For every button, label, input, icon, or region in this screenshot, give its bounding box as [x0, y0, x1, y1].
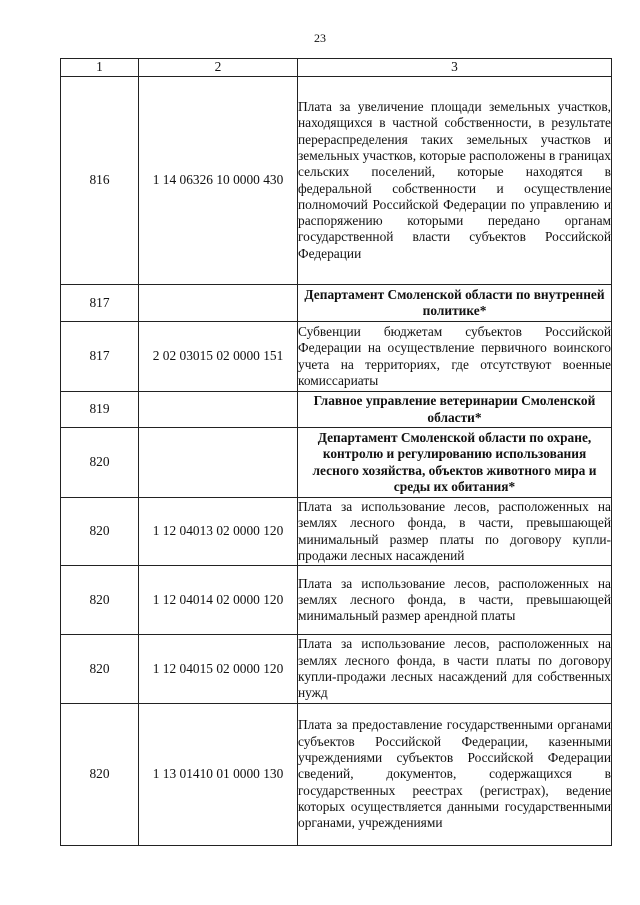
column-header-3: 3 [298, 59, 612, 77]
department-row [61, 428, 612, 498]
description-cell: Плата за использование лесов, расположенных на землях лесного фонда, в части, превышающей минимальный размер арендной платы [298, 566, 612, 635]
department-name-cell: Департамент Смоленской области по охране, контролю и регулированию использования лесного хозяйства, объектов животного мира и среды их обитания* [298, 428, 612, 498]
budget-code-cell [139, 285, 298, 322]
budget-codes-table [60, 58, 612, 846]
table-row [61, 635, 612, 704]
budget-code-cell [139, 428, 298, 498]
department-name-cell: Главное управление ветеринарии Смоленской области* [298, 392, 612, 428]
department-name-cell: Департамент Смоленской области по внутренней политике* [298, 285, 612, 322]
admin-code-cell: 820 [61, 635, 139, 704]
admin-code-cell: 817 [61, 322, 139, 392]
table-row [61, 566, 612, 635]
budget-code-cell: 1 12 04013 02 0000 120 [139, 498, 298, 566]
budget-code-cell: 2 02 03015 02 0000 151 [139, 322, 298, 392]
column-header-2: 2 [139, 59, 298, 77]
admin-code-cell: 819 [61, 392, 139, 428]
table-row [61, 77, 612, 285]
admin-code-cell: 820 [61, 498, 139, 566]
department-row [61, 285, 612, 322]
department-row [61, 392, 612, 428]
admin-code-cell: 816 [61, 77, 139, 285]
admin-code-cell: 820 [61, 428, 139, 498]
table-row [61, 498, 612, 566]
table-header-row [61, 59, 612, 77]
admin-code-cell: 820 [61, 566, 139, 635]
description-cell: Плата за использование лесов, расположенных на землях лесного фонда, в части платы по договору купли-продажи лесных насаждений для собственных нужд [298, 635, 612, 704]
column-header-1: 1 [61, 59, 139, 77]
budget-code-cell: 1 12 04014 02 0000 120 [139, 566, 298, 635]
description-cell: Плата за увеличение площади земельных участков, находящихся в частной собственности, в результате перераспределения таких земельных участков и земельных участков, которые расположены в границах сельских поселений, которые находятся в федеральной собственности и осуществление полномочий Российской Федерации по управлению и распоряжению которыми передано органам государственной власти субъектов Российской Федерации [298, 77, 612, 285]
budget-code-cell: 1 13 01410 01 0000 130 [139, 704, 298, 846]
table-row [61, 322, 612, 392]
page-number: 23 [314, 31, 326, 45]
description-cell: Субвенции бюджетам субъектов Российской Федерации на осуществление первичного воинского учета на территориях, где отсутствуют военные комиссариаты [298, 322, 612, 392]
budget-code-cell [139, 392, 298, 428]
admin-code-cell: 820 [61, 704, 139, 846]
budget-code-cell: 1 12 04015 02 0000 120 [139, 635, 298, 704]
admin-code-cell: 817 [61, 285, 139, 322]
table-row [61, 704, 612, 846]
budget-code-cell: 1 14 06326 10 0000 430 [139, 77, 298, 285]
description-cell: Плата за использование лесов, расположенных на землях лесного фонда, в части, превышающей минимальный размер платы по договору купли-продажи лесных насаждений [298, 498, 612, 566]
description-cell: Плата за предоставление государственными органами субъектов Российской Федерации, казенными учреждениями субъектов Российской Федерации сведений, документов, содержащихся в государственных реестрах (регистрах), ведение которых осуществляется данными государственными органами, учреждениями [298, 704, 612, 846]
